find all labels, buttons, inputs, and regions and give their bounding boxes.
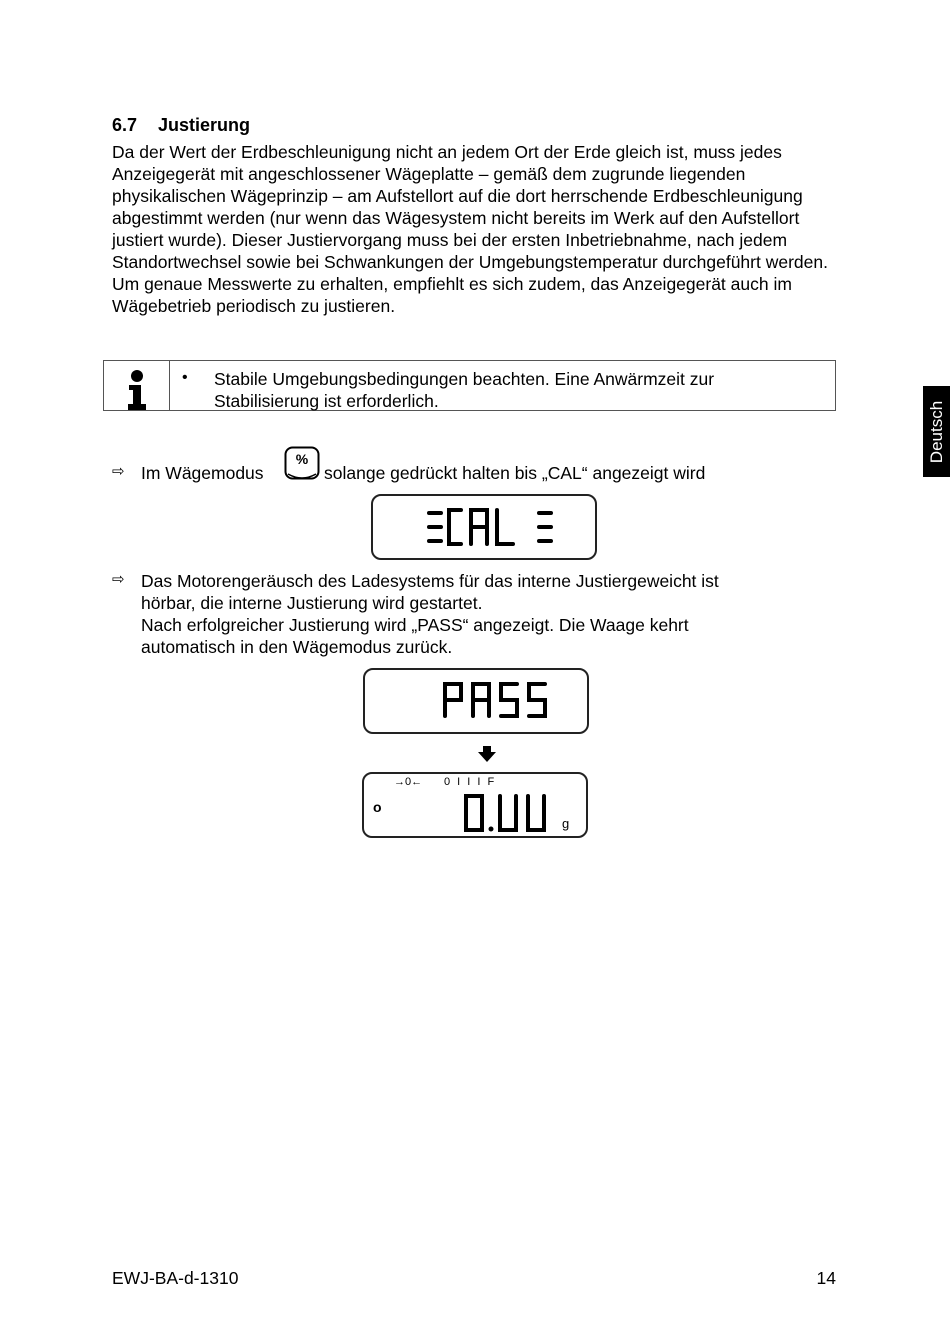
stable-indicator: o xyxy=(373,799,382,815)
language-side-tab xyxy=(923,386,950,477)
intro-paragraph: Da der Wert der Erdbeschleunigung nicht an jedem Ort der Erde gleich ist, muss jedes Anzeigegerät mit angeschlossener Wägeplatte – gemäß dem zugrunde liegenden physikalischen Wägeprinzip – am Aufstellort auf die dort herrschende Erdbeschleunigung abgestimmt werden (nur wenn das Wägesystem nicht bereits im Werk auf den Aufstellort justiert wurde). Dieser Justiervorgang muss bei der ersten Inbetriebnahme, nach jedem Standortwechsel sowie bei Schwankungen der Umgebungstemperatur durchgeführt werden. Um genaue Messwerte zu erhalten, empfiehlt es sich zudem, das Anzeigegerät auch im Wägebetrieb periodisch zu justieren. xyxy=(112,142,828,316)
step-2-line-1: Das Motorengeräusch des Ladesystems für das interne Justiergeweicht ist xyxy=(141,571,719,591)
step-2-arrow-icon: ⇨ xyxy=(112,571,125,588)
lcd-cal-display xyxy=(371,494,597,560)
percent-key-icon xyxy=(284,446,320,487)
zero-indicator: →0← xyxy=(394,776,423,788)
step-2-line-3: Nach erfolgreicher Justierung wird „PASS“ angezeigt. Die Waage kehrt xyxy=(141,615,689,635)
side-tab-label: Deutsch xyxy=(926,400,946,463)
info-bullet: • xyxy=(182,369,188,386)
lcd-cal-segments xyxy=(373,496,595,558)
step-1-text-before: Im Wägemodus xyxy=(141,463,264,483)
weight-unit: g xyxy=(562,816,570,831)
info-note-box xyxy=(103,360,836,411)
lcd-pass-display xyxy=(363,668,589,734)
section-title: Justierung xyxy=(158,115,251,135)
info-icon-cell xyxy=(104,361,170,410)
step-2-line-2: hörbar, die interne Justierung wird gestartet. xyxy=(141,593,483,613)
section-number: 6.7 xyxy=(112,115,138,135)
step-1-text-after: solange gedrückt halten bis „CAL“ angezeigt wird xyxy=(324,463,706,483)
step-2-line-4: automatisch in den Wägemodus zurück. xyxy=(141,637,453,657)
down-arrow-icon xyxy=(478,746,496,767)
step-1-arrow-icon: ⇨ xyxy=(112,463,125,480)
info-icon xyxy=(126,370,150,410)
section-heading xyxy=(112,114,250,136)
info-note-text: Stabile Umgebungsbedingungen beachten. Eine Anwärmzeit zur Stabilisierung ist erforderlich. xyxy=(214,369,715,411)
lcd-weight-segments xyxy=(364,774,586,836)
lcd-pass-segments xyxy=(365,670,587,732)
lcd-weight-display xyxy=(362,772,588,838)
status-indicators: 0 I I I F xyxy=(444,776,497,788)
footer-page-number: 14 xyxy=(816,1268,836,1288)
percent-key-label: % xyxy=(295,451,309,467)
footer-doc-id: EWJ-BA-d-1310 xyxy=(112,1268,239,1288)
